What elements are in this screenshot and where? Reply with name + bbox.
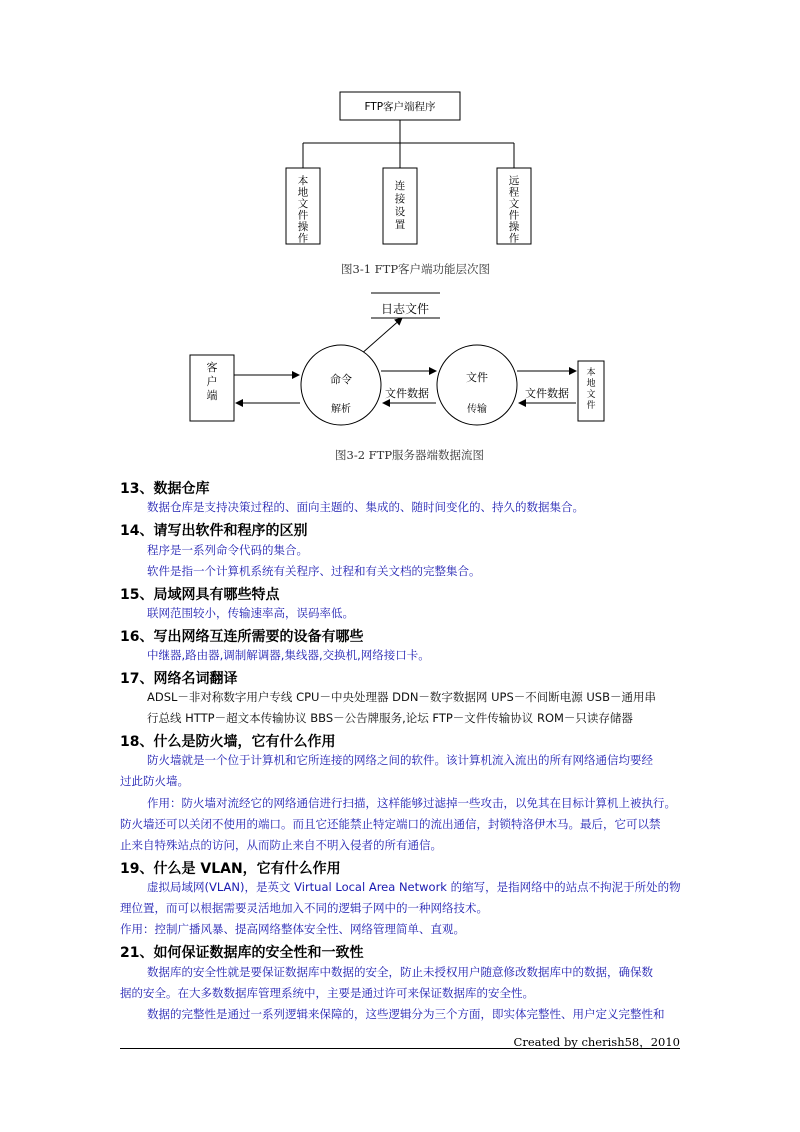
command-parse-label-top: 命令 <box>330 373 352 386</box>
local-file-label: 本地文件 <box>586 368 596 411</box>
body-line: 软件是指一个计算机系统有关程序、过程和有关文档的完整集合。 <box>147 564 481 578</box>
figure2-caption: 图3-2 FTP服务器端数据流图 <box>335 448 485 462</box>
body-line: 数据的完整性是通过一系列逻辑来保障的，这些逻辑分为三个方面，即实体完整性、用户定义完整性和 <box>147 1007 665 1021</box>
body-line: 行总线 HTTP－超文本传输协议 BBS－公告牌服务,论坛 FTP－文件传输协议 ROM－只读存储器 <box>147 711 633 725</box>
body-line: 防火墙就是一个位于计算机和它所连接的网络之间的软件。该计算机流入流出的所有网络通信均要经 <box>147 753 653 767</box>
body-line: 止来自特殊站点的访问，从而防止来自不明入侵者的所有通信。 <box>120 838 442 852</box>
log-file-label: 日志文件 <box>380 302 430 316</box>
section-heading: 16、写出网络互连所需要的设备有哪些 <box>120 629 364 645</box>
ftp-client-hierarchy-diagram <box>0 0 800 290</box>
ftp-server-dataflow-diagram <box>0 285 800 445</box>
body-line: 联网范围较小，传输速率高，误码率低。 <box>147 606 354 620</box>
file-transfer-label-bottom: 传输 <box>467 404 487 415</box>
body-line: 程序是一系列命令代码的集合。 <box>147 543 308 557</box>
footer-rule <box>120 1048 680 1049</box>
flow-label-file-data-2: 文件数据 <box>525 387 569 400</box>
section-heading: 17、网络名词翻译 <box>120 671 238 687</box>
body-line: 过此防火墙。 <box>120 774 189 788</box>
section-heading: 14、请写出软件和程序的区别 <box>120 523 308 539</box>
body-line: 虚拟局域网(VLAN)，是英文 Virtual Local Area Network 的缩写，是指网络中的站点不拘泥于所处的物 <box>147 880 681 894</box>
client-label: 客户端 <box>206 361 218 402</box>
command-to-log-arrow <box>360 318 402 355</box>
body-line: 据的安全。在大多数数据库管理系统中，主要是通过许可来保证数据库的安全性。 <box>120 986 534 1000</box>
section-heading: 13、数据仓库 <box>120 481 210 497</box>
flow-label-file-data-1: 文件数据 <box>385 387 429 400</box>
body-line: 数据仓库是支持决策过程的、面向主题的、集成的、随时间变化的、持久的数据集合。 <box>147 500 584 514</box>
body-line: ADSL－非对称数字用户专线 CPU－中央处理器 DDN－数字数据网 UPS－不间断电源 USB－通用串 <box>147 690 657 704</box>
footer-credit: Created by cherish58，2010 <box>513 1035 680 1049</box>
body-line: 作用：防火墙对流经它的网络通信进行扫描，这样能够过滤掉一些攻击，以免其在目标计算机上被执行。 <box>147 796 676 810</box>
file-transfer-label-top: 文件 <box>466 371 488 384</box>
body-line: 防火墙还可以关闭不使用的端口。而且它还能禁止特定端口的流出通信，封锁特洛伊木马。最后，它可以禁 <box>120 817 661 831</box>
hierarchy-root-label: FTP客户端程序 <box>364 101 436 113</box>
hierarchy-child-label-connect: 连接设置 <box>394 180 406 231</box>
command-parse-label-bottom: 解析 <box>331 404 351 415</box>
hierarchy-child-label-local: 本地文件操作 <box>297 175 309 245</box>
section-heading: 21、如何保证数据库的安全性和一致性 <box>120 945 364 961</box>
body-line: 中继器,路由器,调制解调器,集线器,交换机,网络接口卡。 <box>147 648 430 662</box>
body-line: 作用：控制广播风暴、提高网络整体安全性、网络管理简单、直观。 <box>120 922 465 936</box>
body-line: 数据库的安全性就是要保证数据库中数据的安全，防止未授权用户随意修改数据库中的数据，确保数 <box>147 965 653 979</box>
body-line: 理位置，而可以根据需要灵活地加入不同的逻辑子网中的一种网络技术。 <box>120 901 488 915</box>
section-heading: 19、什么是 VLAN，它有什么作用 <box>120 861 341 877</box>
section-heading: 15、局域网具有哪些特点 <box>120 587 280 603</box>
figure1-caption: 图3-1 FTP客户端功能层次图 <box>341 262 491 276</box>
hierarchy-child-label-remote: 远程文件操作 <box>508 175 520 245</box>
section-heading: 18、什么是防火墙，它有什么作用 <box>120 734 336 750</box>
